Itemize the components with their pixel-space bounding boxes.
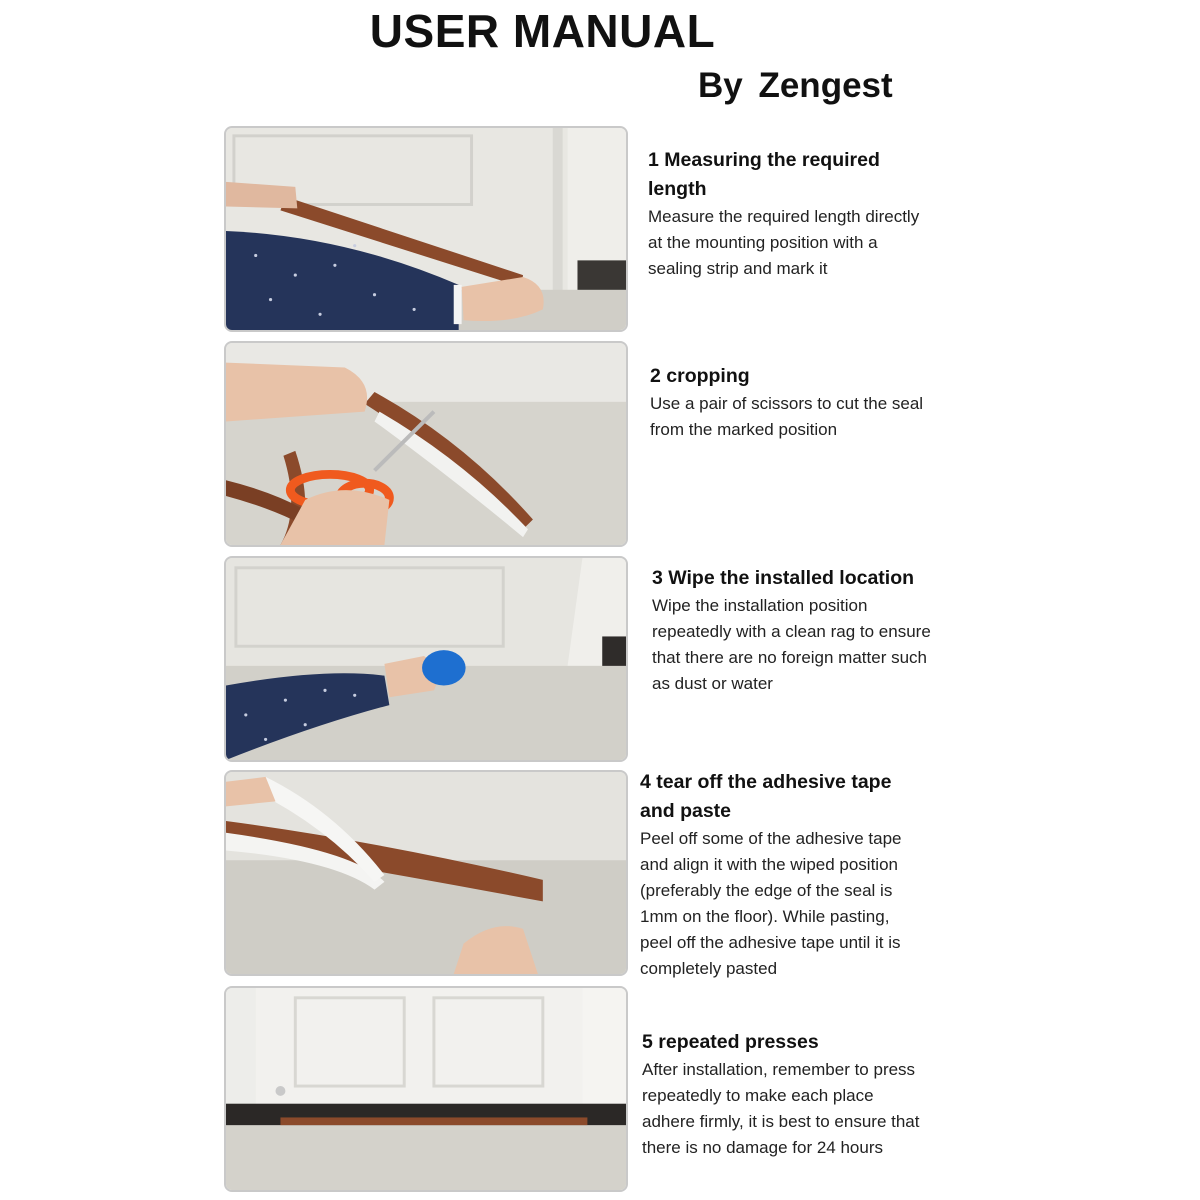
cropping-photo-icon [226, 343, 626, 545]
step-1-title: 1 Measuring the required length [648, 149, 880, 200]
step-5-body: After installation, remember to press repeatedly to make each place adhere firmly, it is best to ensure that there is no damage for 24 hours [642, 1060, 920, 1157]
step-3 [652, 564, 932, 697]
step-5-title: 5 repeated presses [642, 1031, 819, 1053]
step-1 [648, 146, 928, 282]
manual-byline: By Zengest [698, 66, 893, 105]
step-2 [650, 362, 930, 443]
step-4-photo [224, 770, 628, 976]
step-2-photo [224, 341, 628, 547]
step-1-photo [224, 126, 628, 332]
step-3-photo [224, 556, 628, 762]
step-4-body: Peel off some of the adhesive tape and align it with the wiped position (preferably the edge of the seal is 1mm on the floor). While pasting, peel off the adhesive tape until it is completely pasted [640, 829, 902, 978]
step-3-title: 3 Wipe the installed location [652, 567, 915, 589]
wiping-photo-icon [226, 558, 626, 760]
step-5-photo [224, 986, 628, 1192]
step-3-body: Wipe the installation position repeatedly with a clean rag to ensure that there are no foreign matter such as dust or water [652, 596, 931, 693]
pasting-photo-icon [226, 772, 626, 974]
manual-title: USER MANUAL [369, 5, 716, 57]
step-4-title: 4 tear off the adhesive tape and paste [640, 771, 892, 822]
step-2-title: 2 cropping [650, 365, 750, 387]
measuring-photo-icon [226, 128, 626, 330]
step-1-body: Measure the required length directly at the mounting position with a sealing strip and mark it [648, 207, 920, 278]
step-4 [640, 768, 920, 982]
step-5 [642, 1028, 922, 1161]
step-2-body: Use a pair of scissors to cut the seal from the marked position [650, 394, 924, 439]
installed-door-photo-icon [226, 988, 626, 1190]
